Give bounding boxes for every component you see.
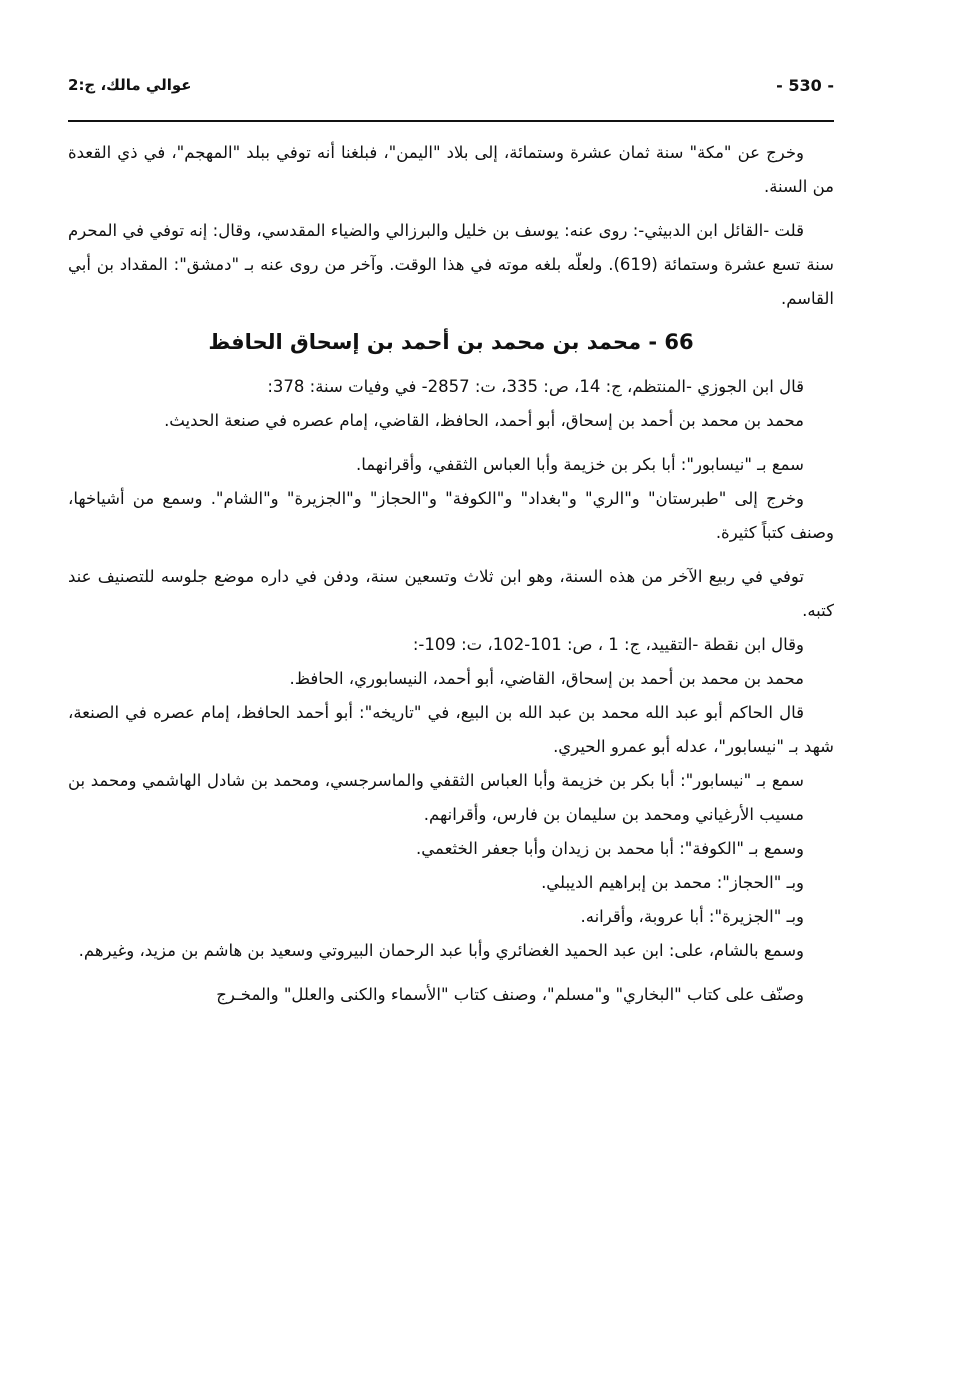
page-number: - 530 - [776,76,834,95]
paragraph: وخرج إلى "طبرستان" و"الري" و"بغداد" و"الكوفة" و"الحجاز" و"الجزيرة" و"الشام". وسمع من أشياخها، وصنف كتباً كثيرة. [68,489,834,542]
paragraph: توفي في ربيع الآخر من هذه السنة، وهو ابن ثلاث وتسعين سنة، ودفن في داره موضع جلوسه للتصنيف عند كتبه. [68,567,834,620]
running-title: عوالي مالك، ج:2 [68,76,192,94]
page-body [68,136,834,1012]
paragraph: قلت -القائل ابن الدبيثي-: روى عنه: يوسف بن خليل والبرزالي والضياء المقدسي، وقال: إنه توفي في المحرم سنة تسع عشرة وستمائة (619). ولعلّه بلغه موته في هذا الوقت. وآخر من روى عنه بـ "دمشق": المقداد بن أبي القاسم. [68,221,834,308]
page-header [68,76,834,106]
paragraph: وسمع بالشام، على: ابن عبد الحميد الغضائري وأبا عبد الرحمان البيروتي وسعيد بن هاشم بن مزيد، وغيرهم. [78,941,804,960]
paragraph: محمد بن محمد بن أحمد بن إسحاق، أبو أحمد، الحافظ، القاضي، إمام عصره في صنعة الحديث. [164,411,804,430]
paragraph: محمد بن محمد بن أحمد بن إسحاق، القاضي، أبو أحمد، النيسابوري، الحافظ. [289,669,804,688]
paragraph: وخرج عن "مكة" سنة ثمان عشرة وستمائة، إلى بلاد "اليمن"، فبلغنا أنه توفي ببلد "المهجم"، في ذي القعدة من السنة. [68,143,834,196]
paragraph: سمع بـ "نيسابور": أبا بكر بن خزيمة وأبا العباس الثقفي والماسرجسي، ومحمد بن شادل الهاشمي ومحمد بن مسيب الأرغياني ومحمد بن سليمان بن فارس، وأقرانهم. [68,771,804,824]
paragraph: سمع بـ "نيسابور": أبا بكر بن خزيمة وأبا العباس الثقفي، وأقرانهما. [356,455,804,474]
paragraph: قال الحاكم أبو عبد الله محمد بن عبد الله بن البيع، في "تاريخه": أبو أحمد الحافظ، إمام عصره في الصنعة، شهد بـ "نيسابور"، عدله أبو عمرو الحيري. [68,703,834,756]
paragraph: وقال ابن نقطة -التقييد، ج: 1 ، ص: 101-102، ت: 109-: [412,635,804,654]
header-rule [68,120,834,122]
paragraph: وبـ "الحجاز": محمد بن إبراهيم الديبلي. [541,873,804,892]
paragraph: قال ابن الجوزي -المنتظم، ج: 14، ص: 335، ت: 2857- في وفيات سنة: 378: [267,377,804,396]
entry-heading: 66 - محمد بن محمد بن أحمد بن إسحاق الحافظ [208,330,694,354]
paragraph: وصنّف على كتاب "البخاري" و"مسلم"، وصنف كتاب "الأسماء والكنى والعلل" والمخـرج [216,985,804,1004]
paragraph: وسمع بـ "الكوفة": أبا محمد بن زيدان وأبا جعفر الخثعمي. [416,839,804,858]
paragraph: وبـ "الجزيرة": أبا عروبة، وأقرانه. [580,907,804,926]
